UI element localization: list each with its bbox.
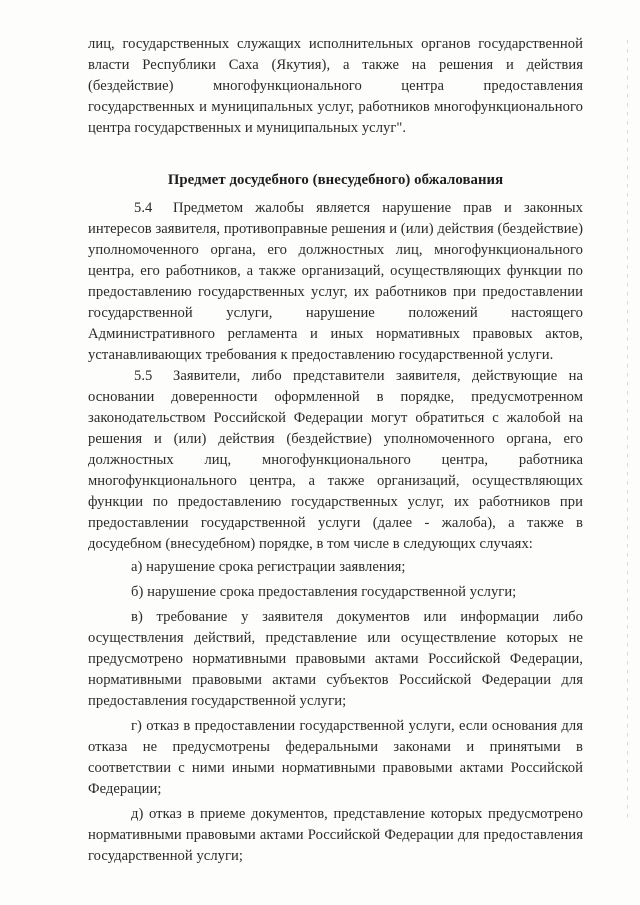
case-item-g: г) отказ в предоставлении государственной услуги, если основания для отказа не предусмотрены федеральными законами и принятыми в соответствии с ними иными нормативными правовыми актами Российской Федерации; bbox=[88, 718, 583, 797]
case-item-a: а) нарушение срока регистрации заявления; bbox=[131, 559, 406, 575]
case-item-b: б) нарушение срока предоставления государственной услуги; bbox=[131, 584, 517, 600]
section-heading: Предмет досудебного (внесудебного) обжалования bbox=[167, 172, 504, 188]
clause-text: Предметом жалобы является нарушение прав и законных интересов заявителя, противоправные решения и (или) действия (бездействие) уполномоченного органа, его должностных лиц, многофункционального центра, его работников, а также организаций, осуществляющих функции по предоставлению государственных услуг, их работников при предоставлении государственной услуги, нарушение положений настоящего Административного регламента и иных нормативных правовых актов, устанавливающих требования к предоставлению государственной услуги. bbox=[88, 200, 583, 363]
case-item-d: д) отказ в приеме документов, представление которых предусмотрено нормативными правовыми актами Российской Федерации для предоставления государственной услуги; bbox=[88, 806, 583, 864]
document-body bbox=[88, 34, 583, 867]
clause-5-5 bbox=[88, 366, 583, 555]
clause-number: 5.4 bbox=[134, 200, 153, 216]
intro-paragraph: лиц, государственных служащих исполнительных органов государственной власти Республики Саха (Якутия), а также на решения и действия (бездействие) многофункционального центра предоставления государственных и муниципальных услуг, работников многофункционального центра государственных и муниципальных услуг". bbox=[88, 36, 583, 136]
case-item-v: в) требование у заявителя документов или информации либо осуществления действий, представление или осуществление которых не предусмотрено нормативными правовыми актами Российской Федерации, нормативными правовыми актами субъектов Российской Федерации для предоставления государственной услуги; bbox=[88, 609, 583, 709]
clause-number: 5.5 bbox=[134, 368, 153, 384]
clause-5-4 bbox=[88, 198, 583, 366]
scan-margin-artifact bbox=[627, 40, 629, 820]
clause-text: Заявители, либо представители заявителя, действующие на основании доверенности оформленной в порядке, предусмотренном законодательством Российской Федерации могут обратиться с жалобой на решения и (или) действия (бездействие) уполномоченного органа, его должностных лиц, многофункционального центра, работника многофункционального центра, а также организаций, осуществляющих функции по предоставлению государственных услуг, их работников при предоставлении государственной услуги (далее - жалоба), а также в досудебном (внесудебном) порядке, в том числе в следующих случаях: bbox=[88, 368, 583, 552]
